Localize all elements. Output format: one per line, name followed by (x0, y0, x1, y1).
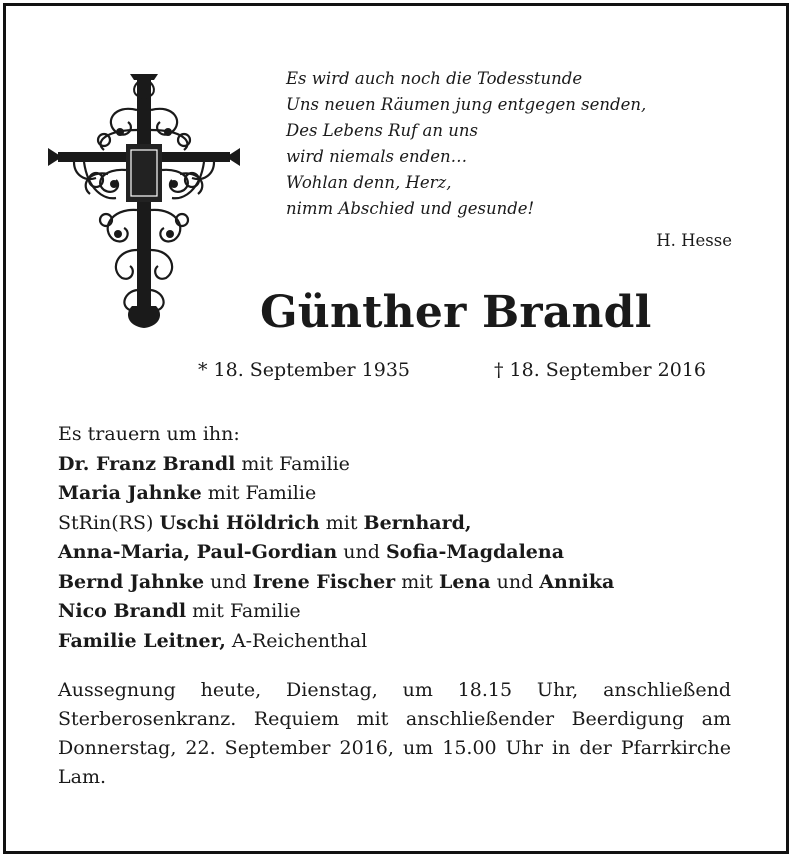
poem-line: Es wird auch noch die Todesstunde (286, 69, 583, 88)
mourner-row (58, 479, 614, 509)
mourner-row (58, 627, 614, 657)
mourner-text: mit (395, 570, 439, 593)
mourner-name: Annika (539, 570, 615, 593)
poem (286, 66, 736, 222)
deceased-name: Günther Brandl (260, 287, 652, 338)
poem-line: Uns neuen Räumen jung entgegen senden, (286, 95, 647, 114)
mourner-name: Dr. Franz Brandl (58, 452, 236, 475)
mourner-row (58, 450, 614, 480)
mourner-text: mit Familie (186, 600, 301, 622)
birth-date: * 18. September 1935 (198, 359, 410, 381)
mourner-text: mit Familie (201, 482, 317, 504)
mourner-name: Irene Fischer (252, 570, 396, 593)
mourner-text: StRin(RS) (58, 511, 160, 534)
mourner-text: und (490, 570, 540, 593)
poem-line: Des Lebens Ruf an uns (286, 121, 478, 140)
poem-line: Wohlan denn, Herz, (286, 173, 452, 192)
mourners-list (58, 420, 614, 656)
mourner-text: und (204, 570, 253, 593)
death-date: † 18. September 2016 (494, 359, 706, 381)
funeral-notice: Aussegnung heute, Dienstag, um 18.15 Uhr, anschließend Sterberosenkranz. Requiem mit anschließender Beerdigung am Donnerstag, 22. September 2016, um 15.00 Uhr in der Pfarrkirche Lam. (58, 679, 731, 788)
mourner-name: Maria Jahnke (58, 482, 202, 504)
poem-line: nimm Abschied und gesunde! (286, 199, 535, 218)
mourner-text: mit (319, 511, 364, 534)
mourner-name: Anna-Maria, Paul-Gordian (58, 541, 338, 563)
mourner-name: Bernd Jahnke (58, 570, 205, 593)
mourners-intro: Es trauern um ihn: (58, 423, 240, 445)
mourner-row (58, 597, 614, 627)
mourner-row (58, 568, 614, 598)
mourner-name: Uschi Höldrich (159, 511, 320, 534)
mourner-name: Familie Leitner, (58, 629, 226, 652)
mourner-row (58, 538, 614, 568)
poem-author: H. Hesse (656, 231, 732, 250)
mourner-name: Lena (438, 570, 491, 593)
mourner-text: und (337, 541, 386, 563)
life-dates (198, 359, 706, 381)
poem-line: wird niemals enden… (286, 147, 468, 166)
mourner-text: A-Reichenthal (225, 629, 368, 652)
mourner-name: Bernhard, (363, 511, 472, 534)
mourner-text: mit Familie (235, 452, 350, 475)
mourner-name: Nico Brandl (58, 600, 187, 622)
ornate-cross-icon (44, 70, 244, 332)
mourner-name: Sofia-Magdalena (385, 541, 565, 563)
mourner-row (58, 509, 614, 539)
